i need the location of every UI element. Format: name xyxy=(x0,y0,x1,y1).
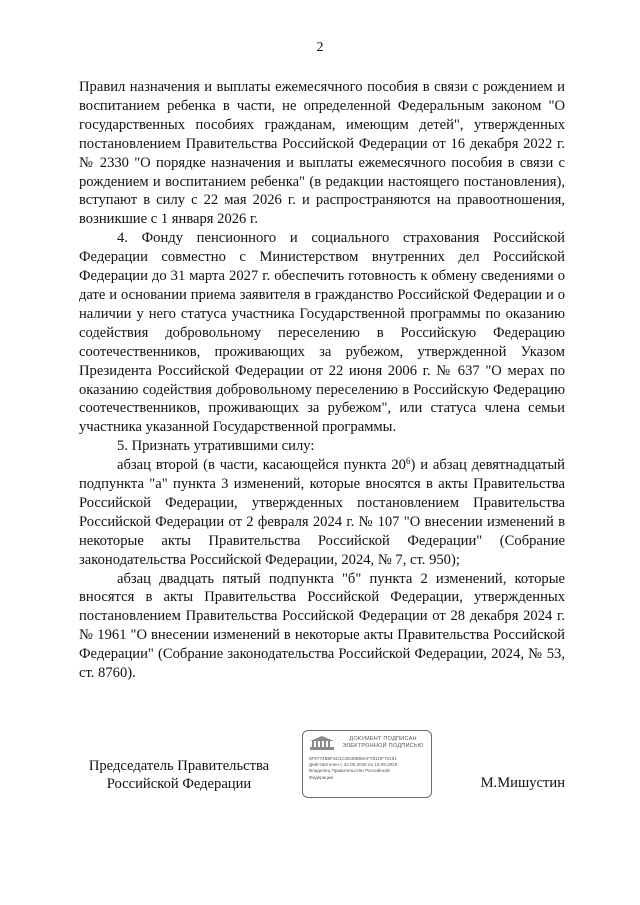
subitem-1-text-start: абзац второй (в части, касающейся пункта 20 xyxy=(117,457,406,474)
electronic-signature-stamp xyxy=(302,730,432,798)
stamp-owner-line-2: Федерации xyxy=(309,774,334,780)
subitem-1-text-end: ) и абзац девятнадцатый подпункта "а" пункта 3 изменений, которые вносятся в акты Правительства Российской Федерации, утвержденных постановлением Правительства Российской Федерации от 2 февраля 2024 г. № 107 "О внесении изменений в некоторые акты Правительства Российской Федерации" (Собрание законодательства Российской Федерации, 2024, № 7, ст. 950); xyxy=(79,457,565,568)
stamp-owner-line-1: Владелец Правительство Российской xyxy=(309,768,390,774)
government-emblem-icon xyxy=(309,735,335,751)
signer-title-line-2: Российской Федерации xyxy=(106,776,252,792)
paragraph-continuation: Правил назначения и выплаты ежемесячного пособия в связи с рождением и воспитанием ребенка в части, не определенной Федеральным законом "О государственных пособиях гражданам, имеющим детей", утвержденных постановлением Правительства Российской Федерации от 16 декабря 2022 г. № 2330 "О порядке назначения и выплаты ежемесячного пособия в связи с рождением и воспитанием ребенка" (в редакции настоящего постановления), вступают в силу с 22 мая 2026 г. и распространяются на правоотношения, возникшие с 1 января 2026 г. xyxy=(79,79,565,228)
stamp-certificate: 6F6774B8F4D1C4D49B88AF7B1DF70191 xyxy=(309,756,397,761)
signer-name: М.Мишустин xyxy=(480,775,565,791)
stamp-title-line-1: ДОКУМЕНТ ПОДПИСАН xyxy=(349,736,417,742)
paragraph-item-5: 5. Признать утратившими силу: xyxy=(117,438,315,455)
signer-title-line-1: Председатель Правительства xyxy=(88,758,270,774)
stamp-validity: Действителен с 22.05.2025 по 15.08.2026 xyxy=(309,762,398,768)
subitem-1-superscript: 6 xyxy=(405,456,411,467)
signer-title xyxy=(79,757,279,793)
document-body xyxy=(79,78,565,683)
paragraph-item-4: 4. Фонду пенсионного и социального страхования Российской Федерации совместно с Министерством внутренних дел Российской Федерации до 31 марта 2027 г. обеспечить готовность к обмену сведениями о дате и основании приема заявителя в гражданство Российской Федерации и о наличии у него статуса участника Государственной программы по оказанию содействия добровольному переселению в Российскую Федерацию соотечественников, проживающих за рубежом, утвержденной Указом Президента Российской Федерации от 22 июня 2006 г. № 637 "О мерах по оказанию содействия добровольному переселению в Российскую Федерацию соотечественников, проживающих за рубежом", или статуса члена семьи участника указанной Государственной программы. xyxy=(79,230,565,436)
stamp-title-line-2: ЭЛЕКТРОННОЙ ПОДПИСЬЮ xyxy=(342,743,424,749)
page-number: 2 xyxy=(316,40,324,55)
paragraph-subitem-1 xyxy=(79,456,565,569)
paragraph-subitem-2: абзац двадцать пятый подпункта "б" пункта 2 изменений, которые вносятся в акты Правительства Российской Федерации, утвержденных постановлением Правительства Российской Федерации от 28 декабря 2024 г. № 1961 "О внесении изменений в некоторые акты Правительства Российской Федерации" (Собрание законодательства Российской Федерации, 2024, № 53, ст. 8760). xyxy=(79,570,565,682)
